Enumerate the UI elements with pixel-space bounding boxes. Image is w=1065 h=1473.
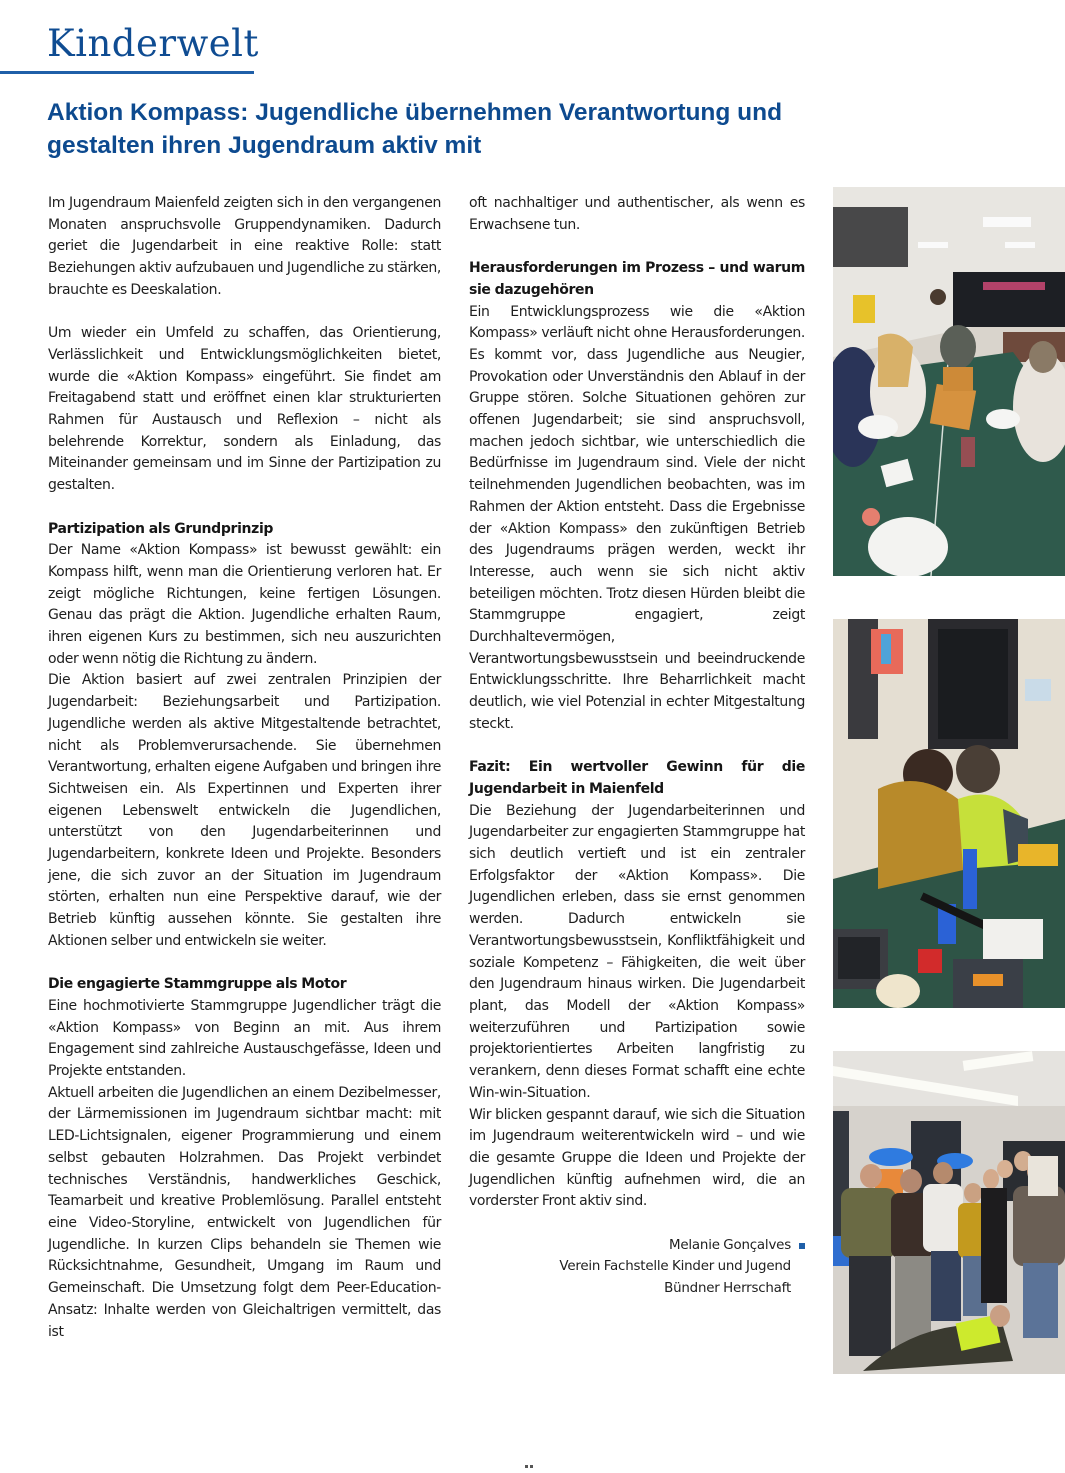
paragraph-continuation: oft nachhaltiger und authentischer, als wenn es Erwachsene tun. [469, 195, 805, 233]
author-organization-region: Bündner Herrschaft [664, 1281, 791, 1297]
author-organization: Verein Fachstelle Kinder und Jugend [559, 1259, 791, 1275]
subheading-partizipation: Partizipation als Grundprinzip [48, 520, 274, 537]
article-column-middle [469, 193, 805, 1300]
subheading-fazit: Fazit: Ein wertvoller Gewinn für die Jugendarbeit in Maienfeld [469, 759, 805, 797]
paragraph: Die Beziehung der Jugendarbeiterinnen und Jugendarbeiter zur engagierten Stammgruppe hat sich deutlich vertieft und ist ein zentraler Erfolgsfaktor der «Aktion Kompass». Die Jugendlichen erleben, dass sie ernst genommen werden. Dadurch entwickeln sie Verantwortungsbewusstsein, Konfliktfähigkeit und soziale Kompetenz – Fähigkeiten, die weit über den Jugendraum hinaus wirken. Die Jugendarbeit plant, das Modell der «Aktion Kompass» weiterzuführen und Partizipation sowie projektorientiertes Arbeiten langfristig zu verankern, denn dieses Format schafft eine echte Win-win-Situation. [469, 802, 805, 1101]
paragraph: Wir blicken gespannt darauf, wie sich die Situation im Jugendraum weiterentwickeln wird – und wie die gesamte Gruppe die Ideen und Projekte der Jugendlichen künftig aufnehmen wird, die an vorderster Front aktiv sind. [469, 1106, 805, 1210]
intro-paragraph-1: Im Jugendraum Maienfeld zeigten sich in den vergangenen Monaten anspruchsvolle Gruppendynamiken. Dadurch geriet die Jugendarbeit in eine reaktive Rolle: statt Beziehungen aktiv aufzubauen und Jugendliche zu stärken, brauchte es Deeskalation. [48, 195, 441, 298]
paragraph: Eine hochmotivierte Stammgruppe Jugendlicher trägt die «Aktion Kompass» von Beginn an mit. Aus ihrem Engagement sind zahlreiche Austauschgefässe, Ideen und Projekte entstanden. [48, 997, 441, 1080]
paragraph: Der Name «Aktion Kompass» ist bewusst gewählt: ein Kompass hilft, wenn man die Orientierung verloren hat. Er zeigt mögliche Richtungen, keine fertigen Lösungen. Genau das prägt die Aktion. Jugendliche erhalten Raum, ihren eigenen Kurs zu bestimmen, sich neu auszurichten oder wenn nötig die Richtung zu ändern. [48, 542, 441, 667]
photo-pizza-table-image [833, 187, 1065, 576]
author-signature [469, 1235, 805, 1300]
section-title: Kinderwelt [47, 22, 259, 65]
end-of-article-square-icon [799, 1243, 805, 1249]
subheading-stammgruppe: Die engagierte Stammgruppe als Motor [48, 976, 347, 993]
section-title-underline [0, 71, 254, 74]
photo-soldering-project-image [833, 619, 1065, 1008]
intro-paragraph-2: Um wieder ein Umfeld zu schaffen, das Orientierung, Verlässlichkeit und Entwicklungsmöglichkeiten bietet, wurde die «Aktion Kompass» eingeführt. Sie findet am Freitagabend statt und eröffnet einen klar strukturierten Rahmen für Austausch und Reflexion – nicht als belehrende Korrektur, sondern als Einladung, das Miteinander gemeinsam und im Sinne der Partizipation zu gestalten. [48, 325, 441, 494]
paragraph: Aktuell arbeiten die Jugendlichen an einem Dezibelmesser, der Lärmemissionen im Jugendraum sichtbar macht: mit LED-Lichtsignalen, eigener Programmierung und einem selbst gebauten Holzrahmen. Das Projekt verbindet technisches Verständnis, handwerkliches Geschick, Teamarbeit und kreative Problemlösung. Parallel entsteht eine Video-Storyline, entwickelt von Jugendlichen für Jugendliche. In kurzen Clips behandeln sie Themen wie Rücksichtnahme, Gesundheit, Umgang im Raum und Gemeinschaft. Die Umsetzung folgt dem Peer-Education-Ansatz: Inhalte werden von Gleichaltrigen vermittelt, das ist [48, 1084, 441, 1340]
paragraph: Die Aktion basiert auf zwei zentralen Prinzipien der Jugendarbeit: Beziehungsarbeit und Partizipation. Jugendliche werden als aktive Mitgestaltende betrachtet, nicht als Problemverursachende. Sie übernehmen Verantwortung, erhalten eigene Aufgaben und bringen ihre Sichtweisen ein. Als Expertinnen und Experten ihrer eigenen Lebenswelt entwickeln die Jugendlichen, unterstützt von den Jugendarbeiterinnen und Jugendarbeitern, konkrete Ideen und Projekte. Besonders jene, die sich zuvor an der Situation im Jugendraum störten, erhalten nun eine Perspektive darauf, wie der Betrieb künftig aussehen könnte. Sie gestalten ihre Aktionen selber und entwickeln sie weiter. [48, 672, 441, 949]
photo-group [833, 1051, 1065, 1374]
paragraph: Ein Entwicklungsprozess wie die «Aktion Kompass» verläuft nicht ohne Herausforderungen. Es kommt vor, dass Jugendliche aus Neugier, Provokation oder Unverständnis den Ablauf in der Gruppe stören. Solche Situationen gehören zur offenen Jugendarbeit; sie sind anspruchsvoll, machen jedoch sichtbar, wie unterschiedlich die Bedürfnisse im Jugendraum sind. Viele der nicht teilnehmenden Jugendlichen beobachten, was im Rahmen der Aktion entsteht. Dass die Ergebnisse der «Aktion Kompass» den zukünftigen Betrieb des Jugendraums prägen werden, weckt ihr Interesse, auch wenn sie sich nicht aktiv beteiligen möchten. Trotz diesen Hürden bleibt die Stammgruppe engagiert, zeigt Durchhaltevermögen, Verantwortungsbewusstsein und beeindruckende Entwicklungsschritte. Ihre Beharrlichkeit macht deutlich, wie viel Potenzial in echter Mitgestaltung steckt. [469, 303, 805, 732]
author-name: Melanie Gonçalves [668, 1237, 791, 1253]
photo-pizza-table [833, 187, 1065, 576]
subheading-herausforderungen: Herausforderungen im Prozess – und warum sie dazugehören [469, 260, 805, 298]
article-column-left [48, 193, 441, 1343]
photo-soldering-project [833, 619, 1065, 1008]
article-headline: Aktion Kompass: Jugendliche übernehmen Verantwortung und gestalten ihren Jugendraum aktiv mit [47, 99, 783, 159]
photo-group-image [833, 1051, 1065, 1374]
